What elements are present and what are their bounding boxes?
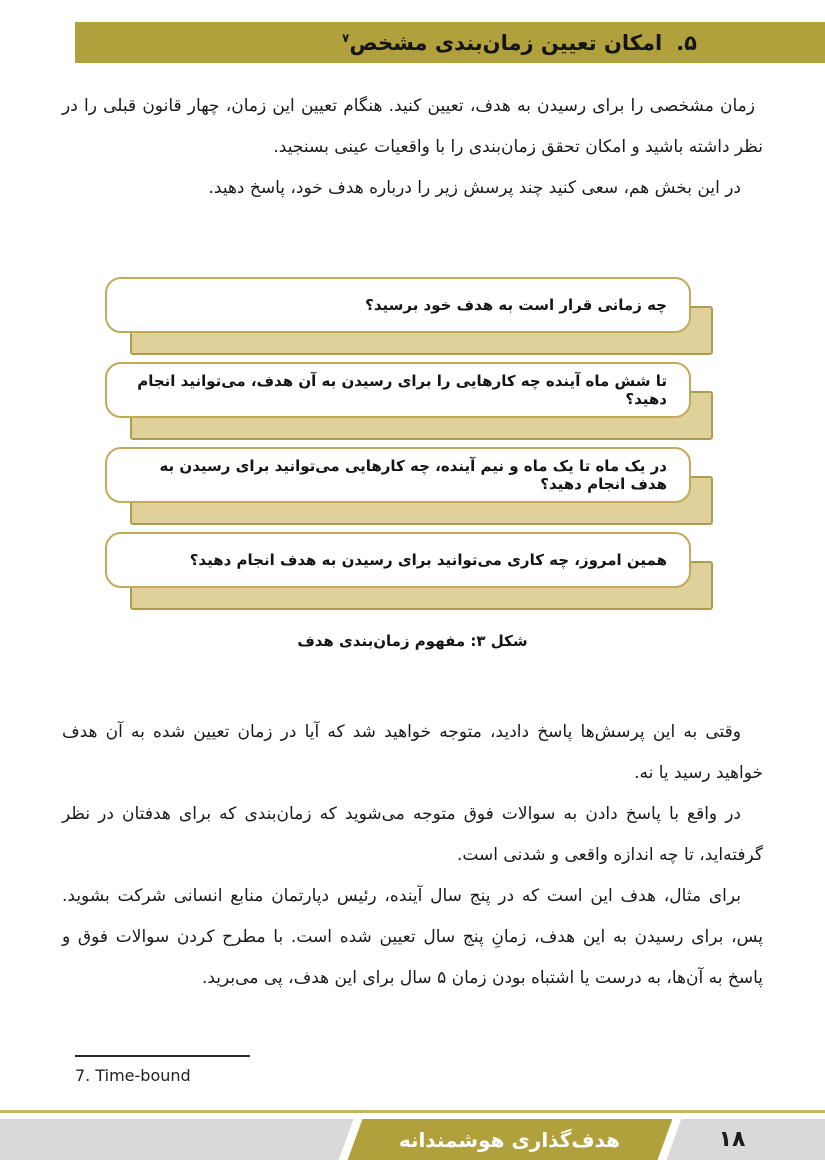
page-number: ۱۸ <box>718 1127 746 1152</box>
section-number: ۵. <box>676 30 697 55</box>
section-title-wrap <box>342 31 662 55</box>
figure-row <box>105 362 713 440</box>
figure-row <box>105 532 713 610</box>
footer-chapter-ribbon <box>339 1119 682 1160</box>
paragraph: برای مثال، هدف این است که در پنج سال آینده، رئیس دپارتمان منابع انسانی شرکت بشوید. پس، برای رسیدن به این هدف، زمانِ پنج سال تعیین شده است. با مطرح کردن سوالات فوق و پاسخ به آن‌ها، به درست یا اشتباه بودن زمان ۵ سال برای این هدف، پی می‌برید. <box>62 886 763 988</box>
discussion-paragraphs <box>62 712 763 999</box>
intro-paragraphs <box>62 86 763 209</box>
footer-chapter-title: هدف‌گذاری هوشمندانه <box>399 1127 621 1152</box>
paragraph: در این بخش هم، سعی کنید چند پرسش زیر را درباره هدف خود، پاسخ دهید. <box>208 178 741 198</box>
footnote <box>75 1055 250 1085</box>
paragraph: زمان مشخصی را برای رسیدن به هدف، تعیین کنید. هنگام تعیین این زمان، چهار قانون قبلی را در نظر داشته باشید و امکان تحقق زمان‌بندی را با واقعیات عینی بسنجید. <box>62 96 763 157</box>
footer-accent-line <box>0 1110 825 1113</box>
footnote-divider <box>75 1055 250 1057</box>
figure-timebound-questions <box>105 277 713 617</box>
footnote-text: 7. Time-bound <box>75 1066 191 1085</box>
figure-row <box>105 277 713 355</box>
section-heading <box>75 22 825 63</box>
paragraph: در واقع با پاسخ دادن به سوالات فوق متوجه می‌شوید که زمان‌بندی که برای هدفتان در نظر گرفته‌اید، تا چه اندازه واقعی و شدنی است. <box>62 804 763 865</box>
figure-caption: شکل ۳: مفهوم زمان‌بندی هدف <box>297 632 528 650</box>
question-box: همین امروز، چه کاری می‌توانید برای رسیدن به هدف انجام دهید؟ <box>105 532 691 588</box>
question-box: تا شش ماه آینده چه کارهایی را برای رسیدن به آن هدف، می‌توانید انجام دهید؟ <box>105 362 691 418</box>
question-box: چه زمانی قرار است به هدف خود برسید؟ <box>105 277 691 333</box>
question-box: در یک ماه تا یک ماه و نیم آینده، چه کارهایی می‌توانید برای رسیدن به هدف انجام دهید؟ <box>105 447 691 503</box>
section-title: امکان تعیین زمان‌بندی مشخص <box>349 30 663 55</box>
section-footnote-ref: ۷ <box>342 30 350 45</box>
figure-row <box>105 447 713 525</box>
paragraph: وقتی به این پرسش‌ها پاسخ دادید، متوجه خواهید شد که آیا در زمان تعیین شده به آن هدف خواهید رسید یا نه. <box>62 722 763 783</box>
